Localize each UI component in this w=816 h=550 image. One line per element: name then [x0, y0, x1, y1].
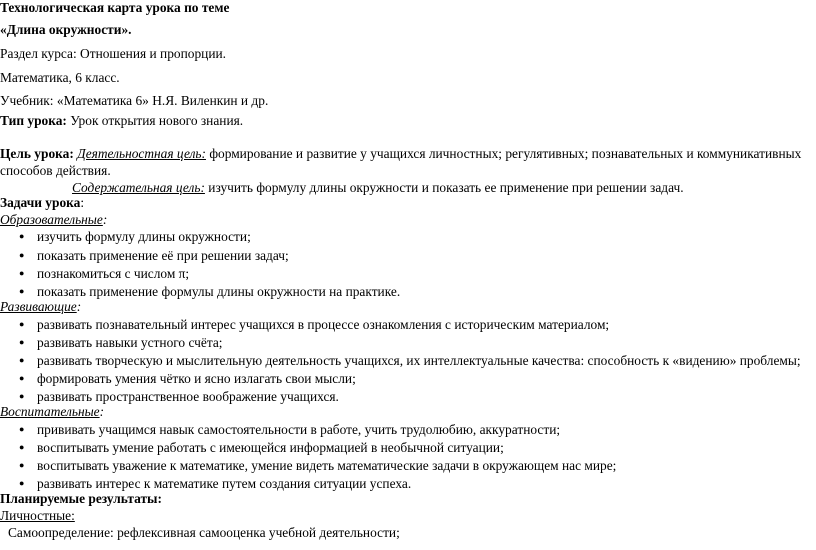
content-goal-line	[72, 179, 684, 196]
bullet-icon: ●	[19, 268, 25, 278]
textbook: Учебник: «Математика 6» Н.Я. Виленкин и др.	[0, 93, 269, 108]
subject-grade: Математика, 6 класс.	[0, 70, 120, 85]
lesson-type-label: Тип урока:	[0, 113, 67, 128]
content-goal-label: Содержательная цель:	[72, 180, 205, 195]
activity-goal-text: формирование и развитие у учащихся личностных; регулятивных; познавательных и коммуникативных	[209, 146, 802, 161]
list-item: показать применение формулы длины окружности на практике.	[37, 284, 401, 299]
lesson-type-value: Урок открытия нового знания.	[70, 113, 244, 128]
goal-activity-line	[0, 145, 801, 162]
list-item: развивать творческую и мыслительную деятельность учащихся, их интеллектуальные качества: способность к «видению» проблемы;	[37, 353, 801, 368]
bullet-icon: ●	[19, 286, 25, 296]
bullet-icon: ●	[19, 337, 25, 347]
self-determination: Самоопределение: рефлексивная самооценка учебной деятельности;	[8, 525, 400, 540]
activity-goal-label: Деятельностная цель:	[77, 146, 206, 161]
bullet-icon: ●	[19, 319, 25, 329]
list-item: развивать навыки устного счёта;	[37, 335, 223, 350]
list-item: показать применение её при решении задач;	[37, 248, 289, 263]
bullet-icon: ●	[19, 231, 25, 241]
activity-goal-continuation: способов действия.	[0, 163, 111, 178]
upbringing-heading: Воспитательные:	[0, 404, 105, 419]
list-item: развивать познавательный интерес учащихся в процессе ознакомления с историческим материалом;	[37, 317, 610, 332]
educational-heading: Образовательные:	[0, 212, 108, 227]
bullet-icon: ●	[19, 442, 25, 452]
course-section: Раздел курса: Отношения и пропорции.	[0, 46, 226, 61]
list-item: воспитывать умение работать с имеющейся информацией в необычной ситуации;	[37, 440, 504, 455]
bullet-icon: ●	[19, 355, 25, 365]
list-item: познакомиться с числом π;	[37, 266, 190, 281]
list-item: изучить формулу длины окружности;	[37, 229, 251, 244]
personal-heading: Личностные:	[0, 508, 75, 523]
lesson-type	[0, 112, 243, 129]
goal-label: Цель урока:	[0, 146, 74, 161]
bullet-icon: ●	[19, 424, 25, 434]
list-item: формировать умения чётко и ясно излагать свои мысли;	[37, 371, 356, 386]
bullet-icon: ●	[19, 391, 25, 401]
bullet-icon: ●	[19, 478, 25, 488]
list-item: развивать пространственное воображение учащихся.	[37, 389, 339, 404]
list-item: прививать учащимся навык самостоятельности в работе, учить трудолюбию, аккуратности;	[37, 422, 561, 437]
planned-results-heading: Планируемые результаты:	[0, 491, 162, 506]
doc-title-line2: «Длина окружности».	[0, 22, 132, 37]
content-goal-text: изучить формулу длины окружности и показать ее применение при решении задач.	[208, 180, 684, 195]
list-item: развивать интерес к математике путем создания ситуации успеха.	[37, 476, 412, 491]
bullet-icon: ●	[19, 460, 25, 470]
developing-heading: Развивающие:	[0, 299, 82, 314]
bullet-icon: ●	[19, 250, 25, 260]
list-item: воспитывать уважение к математике, умение видеть математические задачи в окружающем нас мире;	[37, 458, 617, 473]
tasks-heading: Задачи урока:	[0, 195, 85, 210]
bullet-icon: ●	[19, 373, 25, 383]
doc-title-line1: Технологическая карта урока по теме	[0, 0, 230, 15]
